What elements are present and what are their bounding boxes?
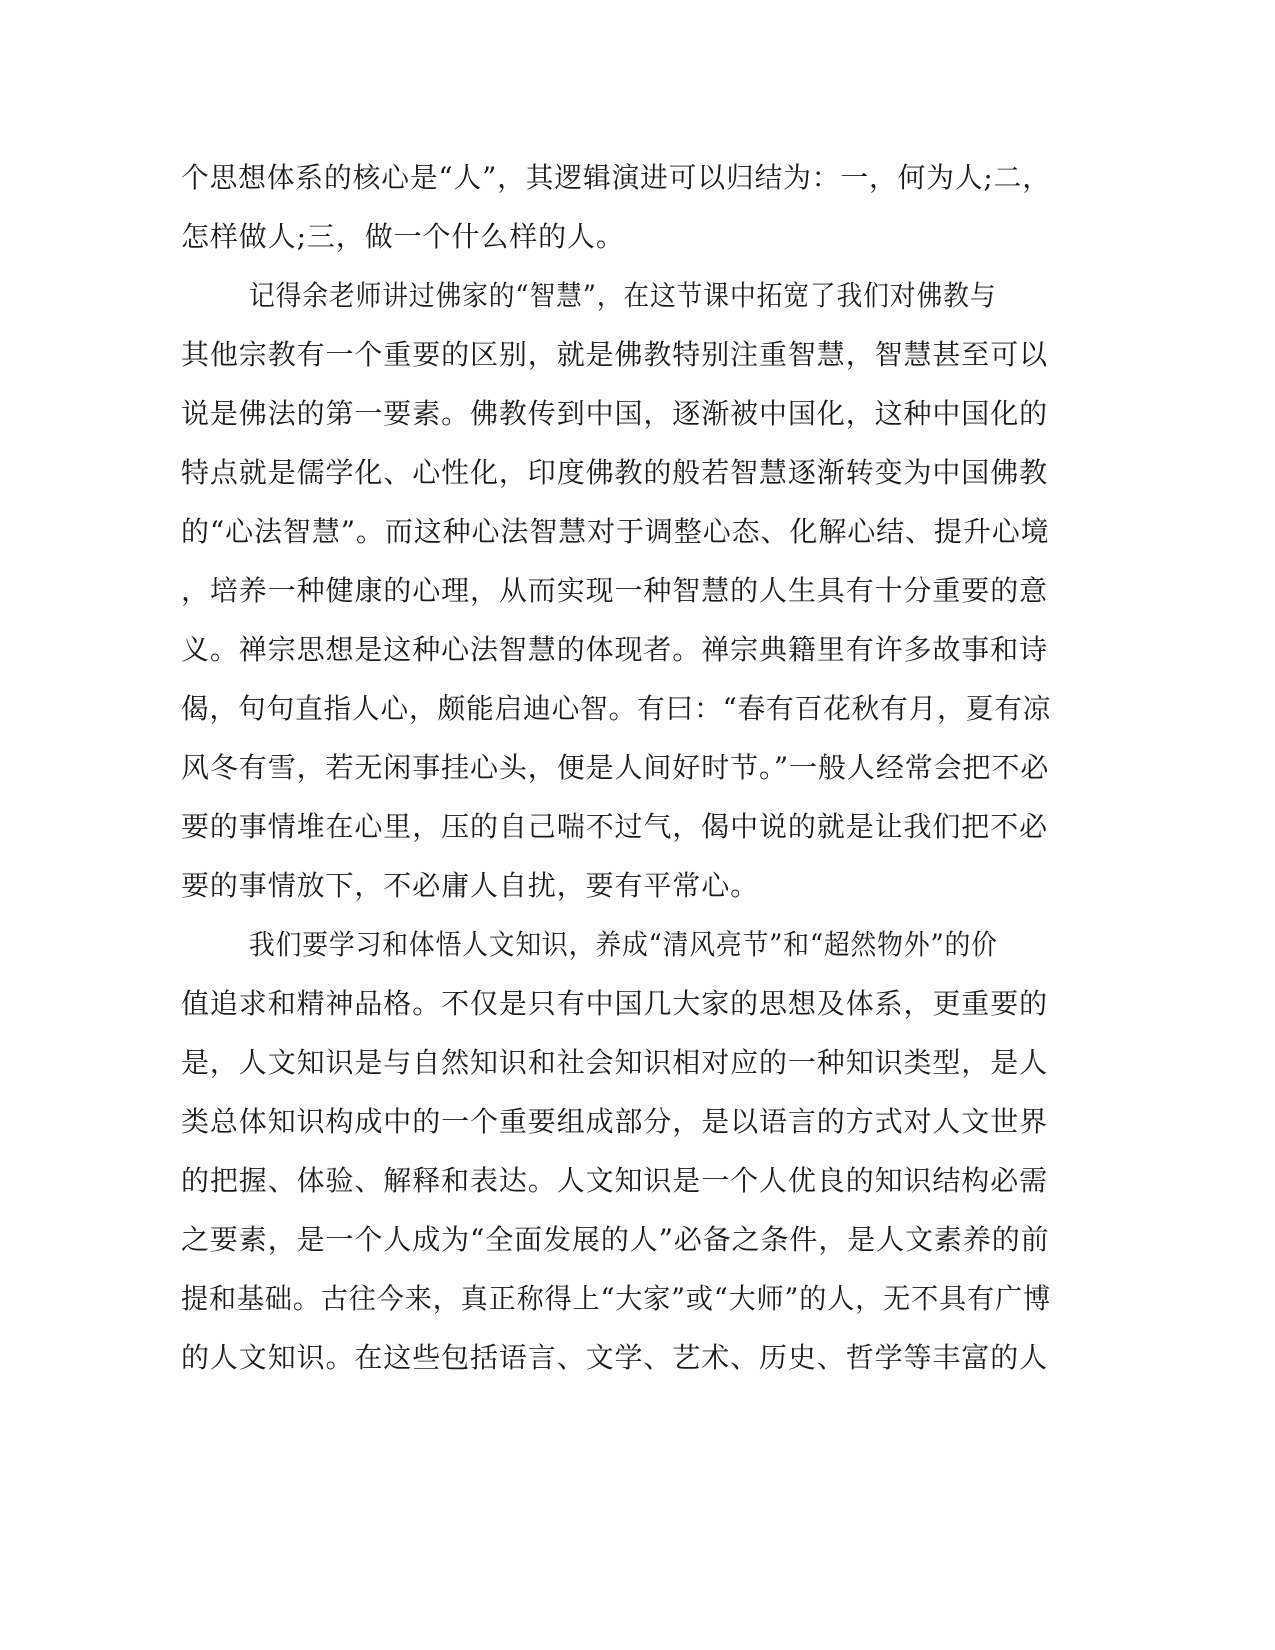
text-line: ，培养一种健康的心理，从而实现一种智慧的人生具有十分重要的意: [181, 574, 1049, 607]
text-line: 其他宗教有一个重要的区别，就是佛教特别注重智慧，智慧甚至可以: [181, 338, 1049, 371]
text-line: 要的事情堆在心里，压的自己喘不过气，偈中说的就是让我们把不必: [181, 810, 1049, 843]
paragraph-first-line: 记得余老师讲过佛家的“智慧”，在这节课中拓宽了我们对佛教与: [249, 279, 997, 312]
text-line: 值追求和精神品格。不仅是只有中国几大家的思想及体系，更重要的: [181, 987, 1049, 1020]
text-line: 怎样做人;三，做一个什么样的人。: [181, 220, 625, 253]
text-line: 说是佛法的第一要素。佛教传到中国，逐渐被中国化，这种中国化的: [181, 397, 1049, 430]
text-line: 提和基础。古往今来，真正称得上“大家”或“大师”的人，无不具有广博: [181, 1282, 1051, 1315]
text-line: 要的事情放下，不必庸人自扰，要有平常心。: [181, 869, 760, 902]
text-line: 的人文知识。在这些包括语言、文学、艺术、历史、哲学等丰富的人: [181, 1341, 1049, 1374]
text-line: 类总体知识构成中的一个重要组成部分，是以语言的方式对人文世界: [181, 1105, 1049, 1138]
text-line: 的把握、体验、解释和表达。人文知识是一个人优良的知识结构必需: [181, 1164, 1049, 1197]
paragraph-first-line: 我们要学习和体悟人文知识，养成“清风亮节”和“超然物外”的价: [249, 928, 998, 961]
text-line: 的“心法智慧”。而这种心法智慧对于调整心态、化解心结、提升心境: [181, 515, 1050, 548]
text-line: 义。禅宗思想是这种心法智慧的体现者。禅宗典籍里有许多故事和诗: [181, 633, 1049, 666]
text-line: 特点就是儒学化、心性化，印度佛教的般若智慧逐渐转变为中国佛教: [181, 456, 1049, 489]
text-line: 风冬有雪，若无闲事挂心头，便是人间好时节。”一般人经常会把不必: [181, 751, 1050, 784]
text-line: 个思想体系的核心是“人”，其逻辑演进可以归结为：一，何为人;二，: [181, 161, 1051, 194]
text-line: 偈，句句直指人心，颇能启迪心智。有曰：“春有百花秋有月，夏有凉: [181, 692, 1052, 725]
text-line: 是，人文知识是与自然知识和社会知识相对应的一种知识类型，是人: [181, 1046, 1049, 1079]
text-line: 之要素，是一个人成为“全面发展的人”必备之条件，是人文素养的前: [181, 1223, 1050, 1256]
